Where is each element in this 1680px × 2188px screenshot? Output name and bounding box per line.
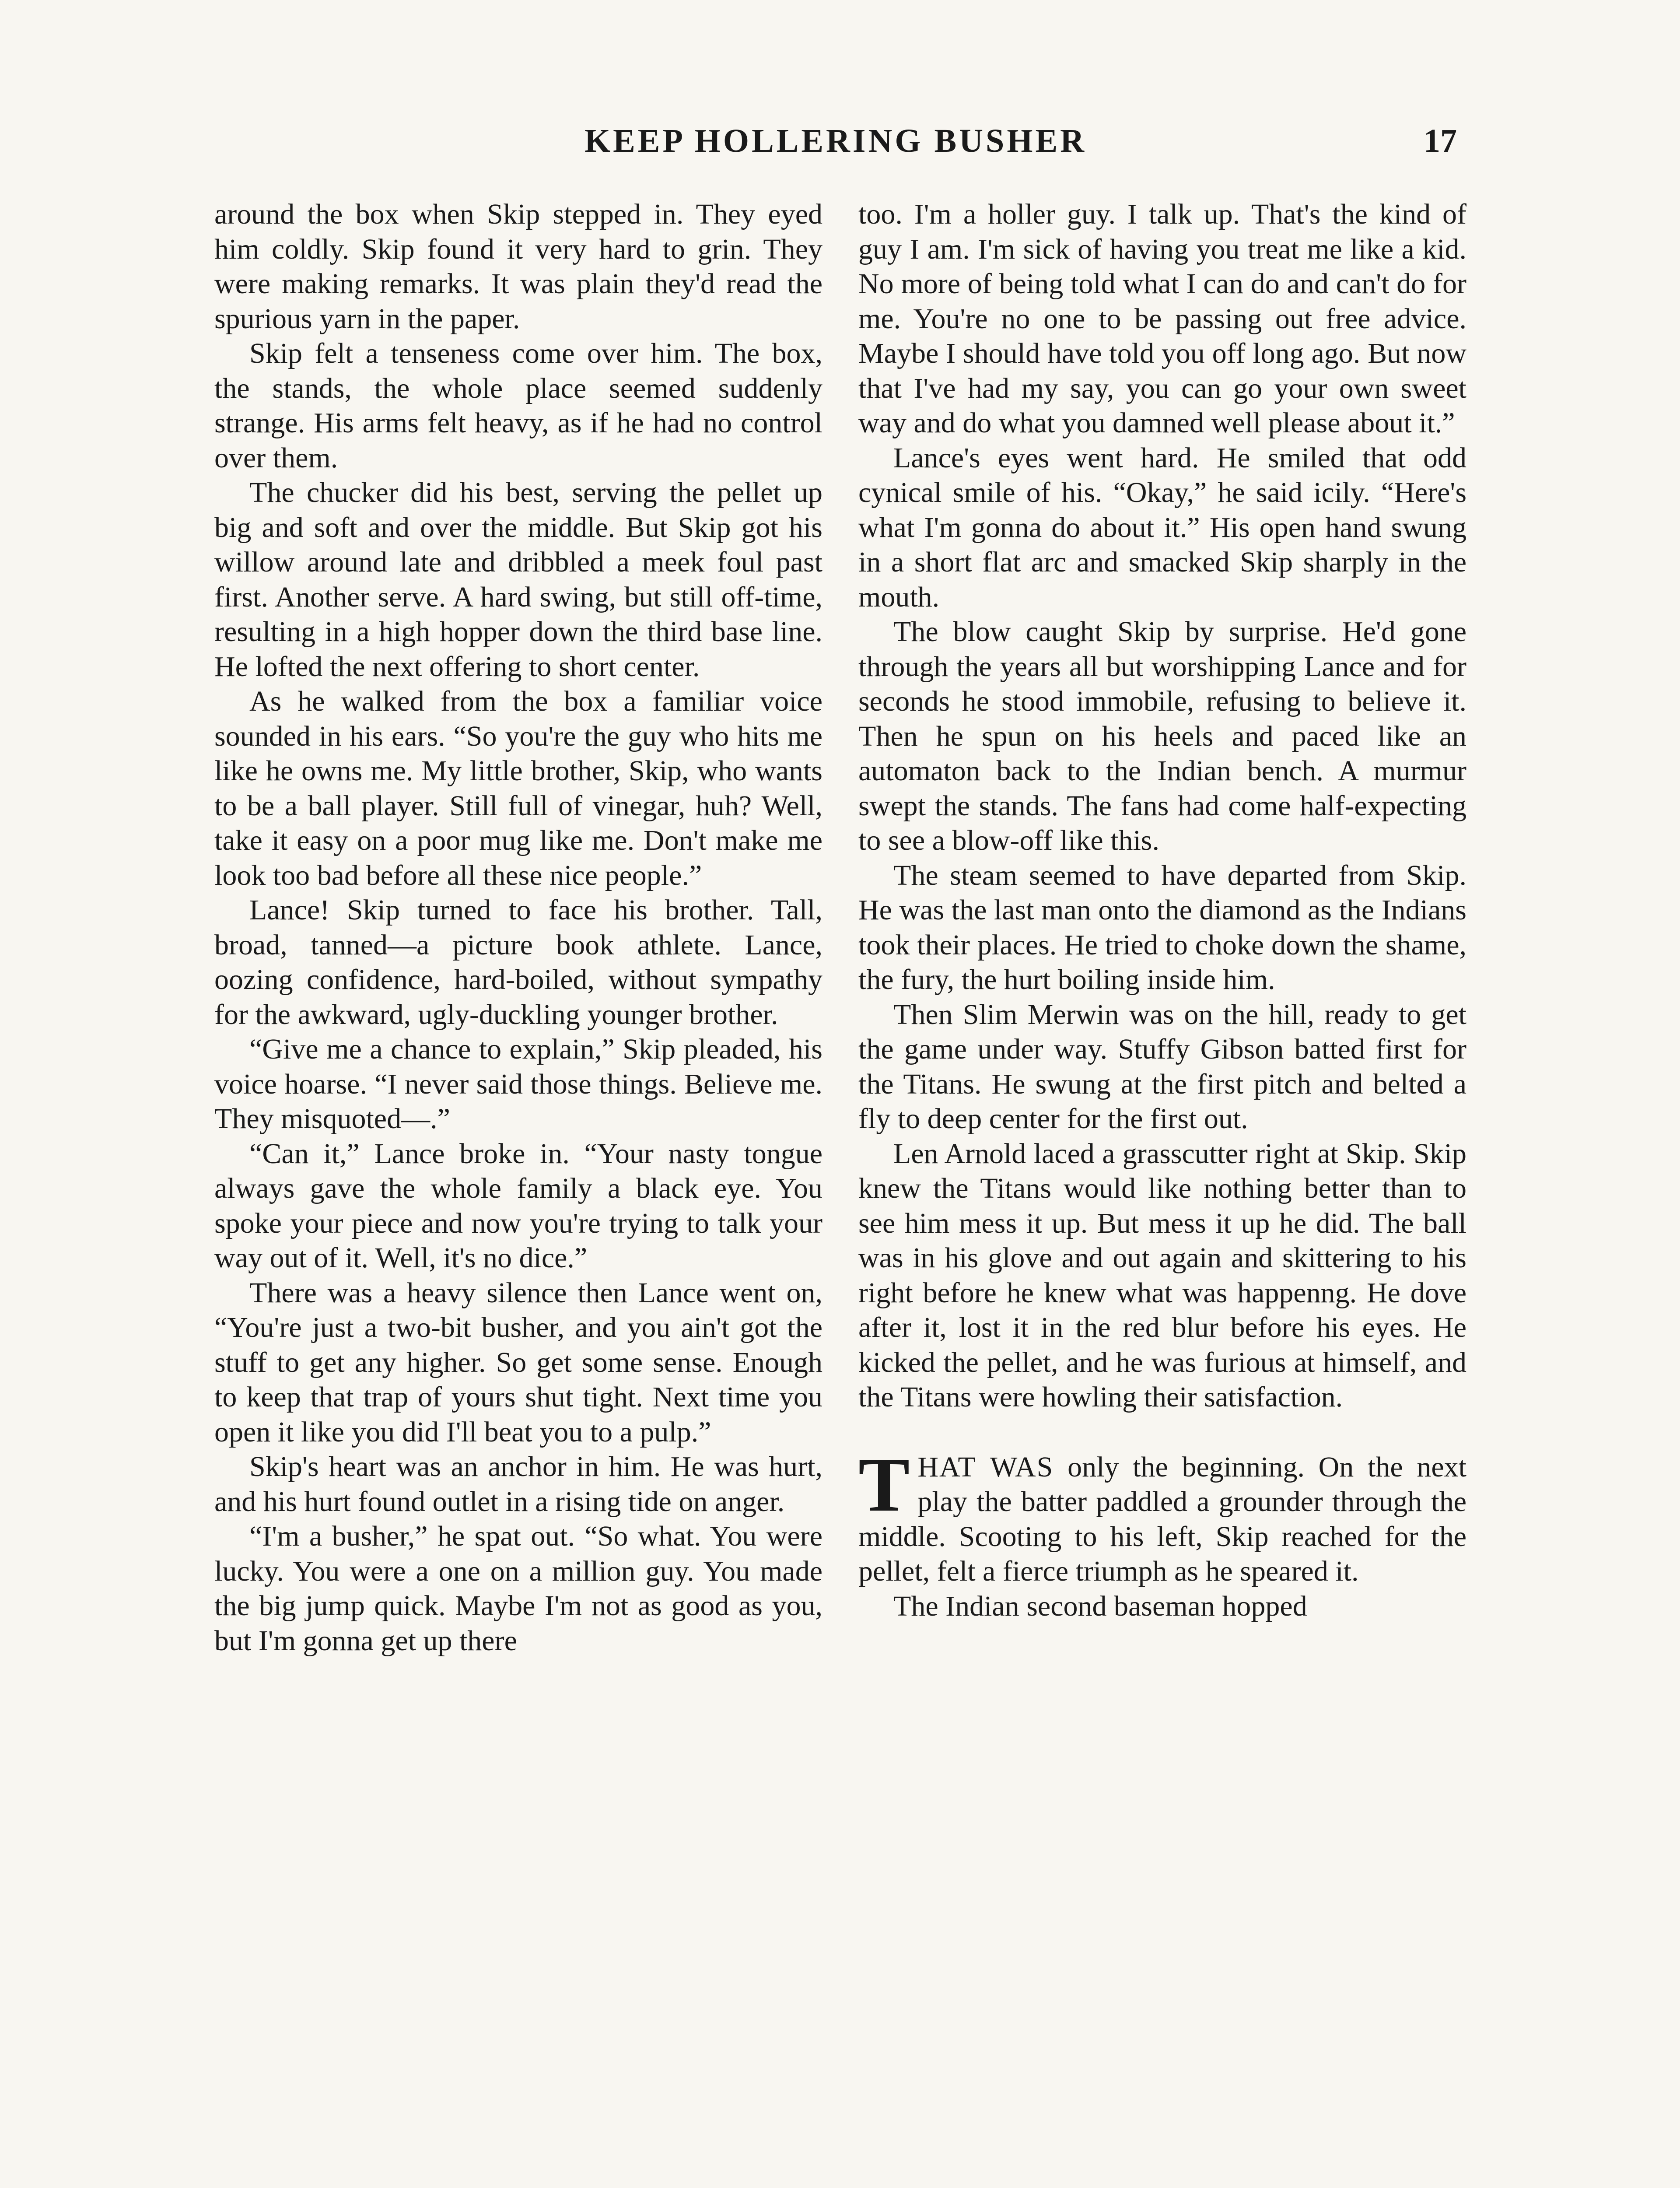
paragraph: “Give me a chance to explain,” Skip pleaded, his voice hoarse. “I never said those things. Believe me. They misquoted—.” [214,1033,822,1135]
left-column [214,197,822,1658]
paragraph: There was a heavy silence then Lance went on, “You're just a two-bit busher, and you ain't got the stuff to get any higher. So get some sense. Enough to keep that trap of yours shut tight. Next time you open it like you did I'll beat you to a pulp.” [214,1276,822,1448]
paragraph: The Indian second baseman hopped [893,1590,1307,1622]
paragraph: too. I'm a holler guy. I talk up. That's the kind of guy I am. I'm sick of having you treat me like a kid. No more of being told what I can do and can't do for me. You're no one to be passing out free advice. Maybe I should have told you off long ago. But now that I've had my say, you can go your own sweet way and do what you damned well please about it.” [858,198,1466,439]
drop-cap: T [858,1442,910,1528]
paragraph: As he walked from the box a familiar voice sounded in his ears. “So you're the guy who hits me like he owns me. My little brother, Skip, who wants to be a ball player. Still full of vinegar, huh? Well, take it easy on a poor mug like me. Don't make me look too bad before all these nice people.” [214,685,822,891]
paragraph: The steam seemed to have departed from Skip. He was the last man onto the diamond as the Indians took their places. He tried to choke down the shame, the fury, the hurt boiling inside him. [858,859,1466,996]
paragraph: The blow caught Skip by surprise. He'd gone through the years all but worshipping Lance and for seconds he stood immobile, refusing to believe it. Then he spun on his heels and paced like an automaton back to the Indian bench. A murmur swept the stands. The fans had come half-expecting to see a blow-off like this. [858,616,1466,856]
paragraph: around the box when Skip stepped in. They eyed him coldly. Skip found it very hard to grin. They were making remarks. It was plain they'd read the spurious yarn in the paper. [214,198,822,335]
page-header [214,115,1457,167]
paragraph: Lance's eyes went hard. He smiled that odd cynical smile of his. “Okay,” he said icily. “Here's what I'm gonna do about it.” His open hand swung in a short flat arc and smacked Skip sharply in the mouth. [858,442,1466,613]
paragraph: “I'm a busher,” he spat out. “So what. You were lucky. You were a one on a million guy. You made the big jump quick. Maybe I'm not as good as you, but I'm gonna get up there [214,1520,822,1657]
lead-in: HAT WAS [917,1451,1054,1483]
paragraph: Skip felt a tenseness come over him. The box, the stands, the whole place seemed suddenly strange. His arms felt heavy, as if he had no control over them. [214,337,822,474]
paragraph: Skip's heart was an anchor in him. He was hurt, and his hurt found outlet in a rising tide on anger. [214,1451,822,1518]
paragraph: Len Arnold laced a grasscutter right at Skip. Skip knew the Titans would like nothing better than to see him mess it up. But mess it up he did. The ball was in his glove and out again and skittering to his right before he knew what was happenng. He dove after it, lost it in the red blur before his eyes. He kicked the pellet, and he was furious at himself, and the Titans were howling their satisfaction. [858,1137,1466,1413]
page-number: 17 [1424,123,1457,159]
paragraph: Then Slim Merwin was on the hill, ready to get the game under way. Stuffy Gibson batted first for the Titans. He swung at the first pitch and belted a fly to deep center for the first out. [858,998,1466,1135]
paragraph: “Can it,” Lance broke in. “Your nasty tongue always gave the whole family a black eye. You spoke your piece and now you're trying to talk your way out of it. Well, it's no dice.” [214,1137,822,1274]
paragraph-text: only the beginning. On the next play the batter paddled a grounder through the middle. Scooting to his left, Skip reached for the pellet, felt a fierce triumph as he speared it. [858,1451,1466,1587]
paragraph: Lance! Skip turned to face his brother. Tall, broad, tanned—a picture book athlete. Lance, oozing confidence, hard-boiled, without sympathy for the awkward, ugly-duckling younger brother. [214,894,822,1031]
right-column [858,197,1466,1623]
running-title: KEEP HOLLERING BUSHER [584,123,1087,159]
paragraph: The chucker did his best, serving the pellet up big and soft and over the middle. But Skip got his willow around late and dribbled a meek foul past first. Another serve. A hard swing, but still off-time, resulting in a high hopper down the third base line. He lofted the next offering to short center. [214,477,822,683]
section-opening-paragraph [858,1442,1466,1589]
